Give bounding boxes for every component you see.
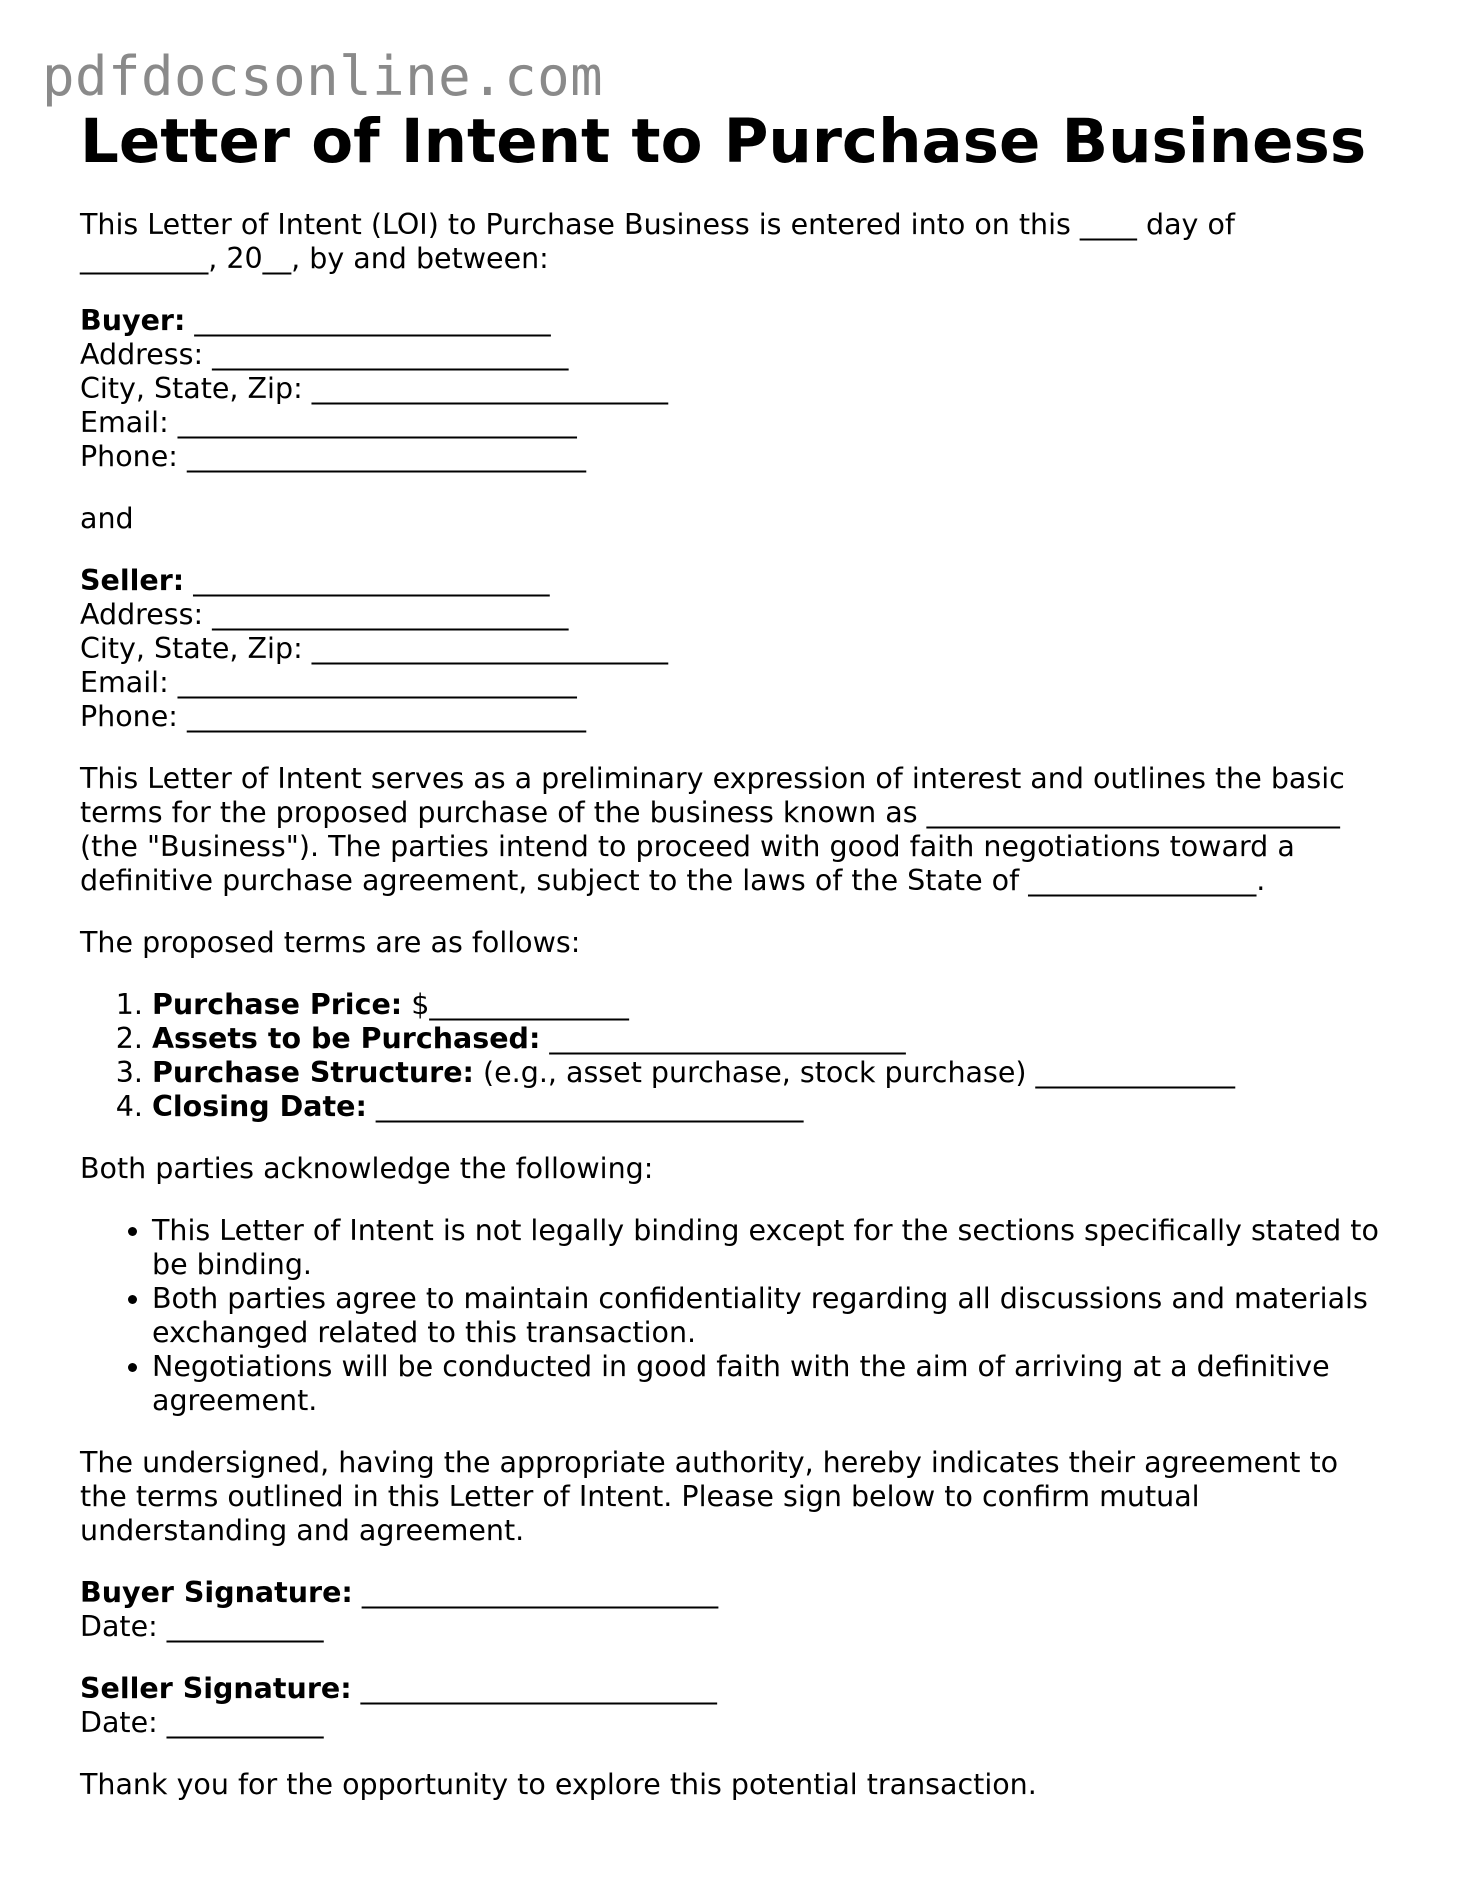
buyer-email-field[interactable]: Email: ____________________________ [80, 406, 577, 439]
list-item [152, 1350, 1400, 1418]
list-item [152, 988, 1400, 1022]
seller-signature-block [80, 1672, 1400, 1740]
seller-signature-label: Seller Signature: [80, 1672, 352, 1705]
intro-paragraph [80, 208, 1400, 276]
buyer-phone-field[interactable]: Phone: ____________________________ [80, 440, 586, 473]
ack-line: be binding. [152, 1248, 312, 1281]
purpose-line: terms for the proposed purchase of the business known as _____________________________ [80, 796, 1340, 829]
agreement-paragraph [80, 1446, 1400, 1548]
watermark: pdfdocsonline.com [42, 45, 604, 108]
list-item [152, 1214, 1400, 1282]
term-label: Purchase Structure: [152, 1056, 474, 1089]
purpose-line: definitive purchase agreement, subject to the laws of the State of ________________. [80, 864, 1266, 897]
document-title: Letter of Intent to Purchase Business [80, 106, 1367, 177]
ack-line: exchanged related to this transaction. [152, 1316, 697, 1349]
document-body [80, 208, 1400, 1802]
buyer-name-field[interactable]: _________________________ [185, 304, 551, 337]
buyer-signature-block [80, 1576, 1400, 1644]
purpose-line: This Letter of Intent serves as a preliminary expression of interest and outlines the basic [80, 762, 1345, 795]
buyer-date-field[interactable]: Date: ___________ [80, 1610, 324, 1643]
agreement-line: The undersigned, having the appropriate authority, hereby indicates their agreement to [80, 1446, 1339, 1479]
seller-city-field[interactable]: City, State, Zip: _________________________ [80, 632, 668, 665]
ack-line: This Letter of Intent is not legally binding except for the sections specifically stated to [152, 1214, 1379, 1247]
intro-line: _________, 20__, by and between: [80, 242, 549, 275]
acknowledgment-list [80, 1214, 1400, 1418]
purpose-line: (the "Business"). The parties intend to proceed with good faith negotiations toward a [80, 830, 1295, 863]
buyer-address-field[interactable]: Address: _________________________ [80, 338, 569, 371]
list-item [152, 1056, 1400, 1090]
agreement-line: understanding and agreement. [80, 1514, 525, 1547]
buyer-signature-label: Buyer Signature: [80, 1576, 353, 1609]
buyer-label: Buyer: [80, 304, 186, 337]
assets-field[interactable]: _________________________ [540, 1022, 906, 1055]
and-text: and [80, 502, 134, 535]
list-item [152, 1090, 1400, 1124]
seller-signature-field[interactable]: _________________________ [351, 1672, 717, 1705]
ack-line: agreement. [152, 1384, 318, 1417]
terms-list [80, 988, 1400, 1124]
seller-email-field[interactable]: Email: ____________________________ [80, 666, 577, 699]
seller-address-field[interactable]: Address: _________________________ [80, 598, 569, 631]
term-label: Assets to be Purchased: [152, 1022, 541, 1055]
term-label: Purchase Price: [152, 988, 403, 1021]
seller-block [80, 564, 1400, 734]
closing-text: Thank you for the opportunity to explore this potential transaction. [80, 1768, 1037, 1801]
list-item [152, 1282, 1400, 1350]
ack-line: Both parties agree to maintain confidentiality regarding all discussions and materials [152, 1282, 1368, 1315]
list-item [152, 1022, 1400, 1056]
ack-line: Negotiations will be conducted in good faith with the aim of arriving at a definitive [152, 1350, 1330, 1383]
ack-intro: Both parties acknowledge the following: [80, 1152, 654, 1185]
buyer-block [80, 304, 1400, 474]
seller-date-field[interactable]: Date: ___________ [80, 1706, 324, 1739]
closing-date-field[interactable]: ______________________________ [366, 1090, 804, 1123]
buyer-signature-field[interactable]: _________________________ [352, 1576, 719, 1609]
seller-name-field[interactable]: _________________________ [184, 564, 550, 597]
term-label: Closing Date: [152, 1090, 367, 1123]
agreement-line: the terms outlined in this Letter of Intent. Please sign below to confirm mutual [80, 1480, 1200, 1513]
seller-label: Seller: [80, 564, 185, 597]
intro-line: This Letter of Intent (LOI) to Purchase Business is entered into on this ____ day of [80, 208, 1235, 241]
terms-intro: The proposed terms are as follows: [80, 926, 581, 959]
purpose-paragraph [80, 762, 1400, 898]
purchase-price-field[interactable]: $______________ [402, 988, 629, 1021]
buyer-city-field[interactable]: City, State, Zip: _________________________ [80, 372, 668, 405]
structure-field[interactable]: (e.g., asset purchase, stock purchase) ______________ [473, 1056, 1236, 1089]
seller-phone-field[interactable]: Phone: ____________________________ [80, 700, 586, 733]
